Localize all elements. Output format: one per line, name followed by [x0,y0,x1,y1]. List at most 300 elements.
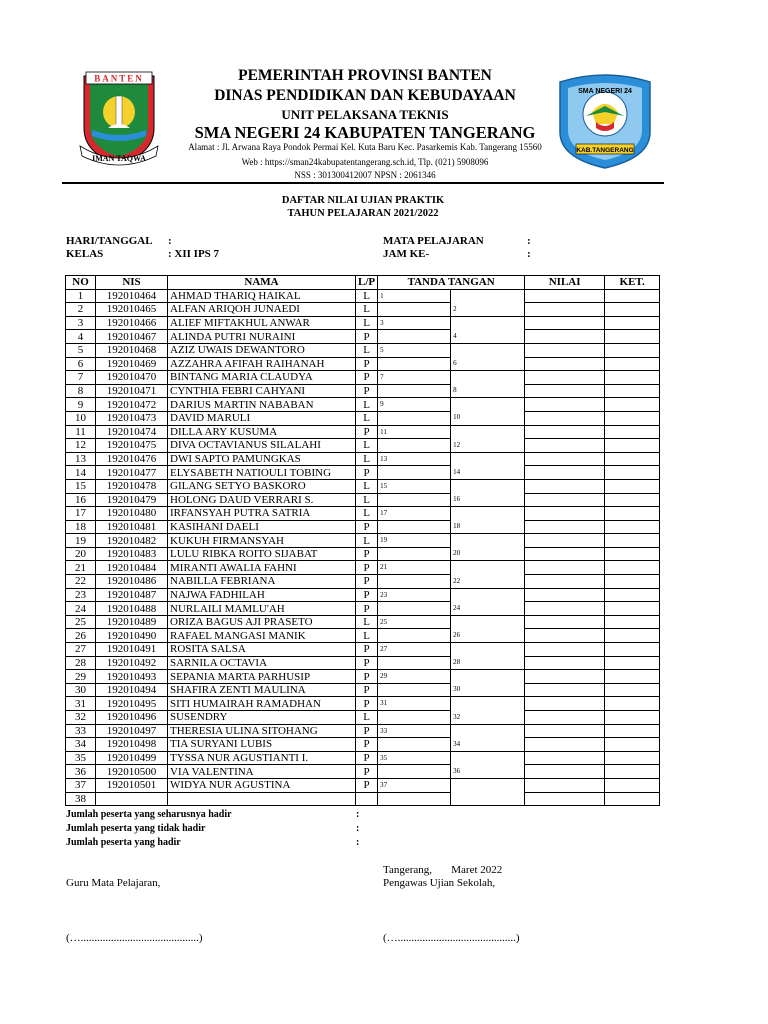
row-ket [605,751,660,765]
row-nama: NABILLA FEBRIANA [168,575,356,589]
header-unit: UNIT PELAKSANA TEKNIS [281,107,449,122]
table-row [66,751,660,765]
signature-right [451,289,525,303]
row-nis: 192010491 [96,643,168,657]
footer-supervisor-role: Pengawas Ujian Sekolah, [383,877,496,889]
row-lp: P [356,357,378,371]
mapel-value: : [527,235,531,247]
row-no: 17 [66,507,96,521]
row-nilai [525,289,605,303]
row-ket [605,452,660,466]
school-logo-banner-text: KAB.TANGERANG [576,147,634,154]
row-nama: ALINDA PUTRI NURAINI [168,330,356,344]
row-no: 25 [66,615,96,629]
row-ket [605,615,660,629]
row-lp: L [356,629,378,643]
signature-left [378,439,451,453]
row-lp: L [356,411,378,425]
row-nilai [525,602,605,616]
signature-left: 9 [378,398,451,412]
document-year: TAHUN PELAJARAN 2021/2022 [287,208,439,219]
signature-left: 7 [378,371,451,385]
row-nilai [525,643,605,657]
signature-right: 26 [451,629,525,643]
row-nis: 192010486 [96,575,168,589]
row-nis: 192010482 [96,534,168,548]
row-nilai [525,683,605,697]
row-lp: P [356,602,378,616]
row-lp: L [356,289,378,303]
table-row [66,466,660,480]
row-nilai [525,303,605,317]
row-nis: 192010490 [96,629,168,643]
row-nama: DAVID MARULI [168,411,356,425]
row-nilai [525,384,605,398]
hari-label: HARI/TANGGAL [66,235,153,247]
table-row [66,520,660,534]
row-nis: 192010493 [96,670,168,684]
row-lp: P [356,425,378,439]
row-nis: 192010492 [96,656,168,670]
signature-right: 4 [451,330,525,344]
row-lp: L [356,303,378,317]
row-nama: SITI HUMAIRAH RAMADHAN [168,697,356,711]
signature-right [451,588,525,602]
signature-left [378,411,451,425]
signature-left: 5 [378,343,451,357]
table-row [66,330,660,344]
row-ket [605,316,660,330]
row-no: 10 [66,411,96,425]
row-ket [605,439,660,453]
row-nis: 192010464 [96,289,168,303]
row-lp: L [356,439,378,453]
signature-right [451,343,525,357]
row-lp [356,792,378,806]
row-nis: 192010483 [96,547,168,561]
signature-left [378,330,451,344]
row-nis: 192010498 [96,738,168,752]
row-ket [605,398,660,412]
signature-right [451,615,525,629]
signature-left [378,303,451,317]
row-lp: P [356,575,378,589]
row-lp: P [356,670,378,684]
row-nis: 192010488 [96,602,168,616]
row-lp: P [356,520,378,534]
signature-right [451,561,525,575]
row-no: 3 [66,316,96,330]
row-nis: 192010476 [96,452,168,466]
banten-logo [70,70,168,168]
table-header-row [66,276,660,290]
row-ket [605,357,660,371]
signature-left: 3 [378,316,451,330]
row-no: 36 [66,765,96,779]
table-row [66,398,660,412]
table-row [66,697,660,711]
row-nis: 192010500 [96,765,168,779]
row-lp: P [356,738,378,752]
row-lp: P [356,466,378,480]
summary-present-label: Jumlah peserta yang hadir [66,837,181,848]
row-no: 26 [66,629,96,643]
row-nilai [525,316,605,330]
signature-right [451,507,525,521]
row-ket [605,765,660,779]
row-nama: TYSSA NUR AGUSTIANTI I. [168,751,356,765]
signature-left: 19 [378,534,451,548]
row-ket [605,507,660,521]
row-ket [605,629,660,643]
col-tanda-tangan: TANDA TANGAN [378,276,525,290]
row-nama: VIA VALENTINA [168,765,356,779]
row-no: 23 [66,588,96,602]
signature-left [378,466,451,480]
row-nilai [525,751,605,765]
footer-teacher-role: Guru Mata Pelajaran, [66,877,161,889]
row-nilai [525,792,605,806]
col-lp: L/P [356,276,378,290]
row-ket [605,493,660,507]
table-row [66,683,660,697]
signature-left [378,493,451,507]
table-row [66,507,660,521]
summary-expected-label: Jumlah peserta yang seharusnya hadir [66,809,232,820]
school-logo-ring-text: SMA NEGERI 24 [578,88,632,95]
row-nis: 192010472 [96,398,168,412]
row-nilai [525,656,605,670]
row-lp: L [356,711,378,725]
header-province: PEMERINTAH PROVINSI BANTEN [238,67,492,84]
signature-right: 32 [451,711,525,725]
table-row [66,711,660,725]
signature-right [451,724,525,738]
row-ket [605,384,660,398]
table-row [66,765,660,779]
row-no: 31 [66,697,96,711]
row-lp: L [356,615,378,629]
kelas-value: : XII IPS 7 [168,248,220,260]
table-row [66,316,660,330]
signature-left [378,602,451,616]
col-nama: NAMA [168,276,356,290]
row-nilai [525,357,605,371]
header-nss: NSS : 301300412007 NPSN : 2061346 [294,170,436,180]
table-row [66,778,660,792]
row-nilai [525,466,605,480]
row-lp: P [356,683,378,697]
row-nama: IRFANSYAH PUTRA SATRIA [168,507,356,521]
row-no: 16 [66,493,96,507]
signature-left: 29 [378,670,451,684]
row-ket [605,575,660,589]
header-divider [62,182,664,184]
row-nis: 192010481 [96,520,168,534]
row-nis: 192010474 [96,425,168,439]
row-nis: 192010467 [96,330,168,344]
row-no: 11 [66,425,96,439]
signature-right [451,697,525,711]
signature-left [378,656,451,670]
row-ket [605,561,660,575]
row-nis: 192010465 [96,303,168,317]
signature-right [451,398,525,412]
row-ket [605,411,660,425]
row-nis: 192010489 [96,615,168,629]
row-no: 35 [66,751,96,765]
row-nama: SHAFIRA ZENTI MAULINA [168,683,356,697]
table-row [66,670,660,684]
signature-right: 10 [451,411,525,425]
row-nis: 192010487 [96,588,168,602]
signature-right [451,778,525,792]
row-nama: TIA SURYANI LUBIS [168,738,356,752]
row-nilai [525,479,605,493]
signature-right: 14 [451,466,525,480]
row-nama: ORIZA BAGUS AJI PRASETO [168,615,356,629]
signature-left [378,629,451,643]
table-row [66,357,660,371]
header-address: Alamat : Jl. Arwana Raya Pondok Permai Kel. Kuta Baru Kec. Pasarkemis Kab. Tangerang 15560 [188,142,542,152]
row-no: 21 [66,561,96,575]
signature-right [451,479,525,493]
signature-right [451,452,525,466]
row-lp: P [356,778,378,792]
row-no: 5 [66,343,96,357]
signature-right: 6 [451,357,525,371]
footer-teacher-signature: (…...........................................) [66,932,203,944]
row-nama: AHMAD THARIQ HAIKAL [168,289,356,303]
row-nilai [525,615,605,629]
row-no: 14 [66,466,96,480]
row-nama: SEPANIA MARTA PARHUSIP [168,670,356,684]
signature-left [378,683,451,697]
row-nilai [525,778,605,792]
table-row [66,384,660,398]
row-nilai [525,724,605,738]
signature-left: 23 [378,588,451,602]
table-row [66,547,660,561]
row-ket [605,670,660,684]
row-nis: 192010480 [96,507,168,521]
row-lp: P [356,384,378,398]
signature-left: 13 [378,452,451,466]
row-no: 19 [66,534,96,548]
table-row [66,411,660,425]
row-nama: ALFAN ARIQOH JUNAEDI [168,303,356,317]
row-nilai [525,547,605,561]
table-row [66,371,660,385]
row-nama: DIVA OCTAVIANUS SILALAHI [168,439,356,453]
row-ket [605,520,660,534]
jam-label: JAM KE- [383,248,430,260]
row-nis: 192010484 [96,561,168,575]
signature-left [378,711,451,725]
row-ket [605,697,660,711]
table-row [66,303,660,317]
table-row [66,343,660,357]
row-ket [605,711,660,725]
row-ket [605,425,660,439]
table-row [66,534,660,548]
signature-right: 28 [451,656,525,670]
row-nilai [525,575,605,589]
row-nilai [525,493,605,507]
row-ket [605,343,660,357]
row-nama: BINTANG MARIA CLAUDYA [168,371,356,385]
row-nama: KUKUH FIRMANSYAH [168,534,356,548]
row-no: 27 [66,643,96,657]
row-nis: 192010478 [96,479,168,493]
row-nis: 192010466 [96,316,168,330]
row-lp: P [356,561,378,575]
row-lp: P [356,656,378,670]
signature-left [378,384,451,398]
row-no: 32 [66,711,96,725]
footer-place-date: Tangerang, Maret 2022 [383,864,503,876]
row-no: 9 [66,398,96,412]
row-lp: P [356,697,378,711]
row-nilai [525,398,605,412]
signature-right: 8 [451,384,525,398]
table-row [66,452,660,466]
row-nama: ROSITA SALSA [168,643,356,657]
row-nis: 192010479 [96,493,168,507]
table-row [66,792,660,806]
row-ket [605,656,660,670]
table-row [66,724,660,738]
signature-left [378,520,451,534]
row-lp: P [356,371,378,385]
signature-right [451,371,525,385]
row-ket [605,534,660,548]
row-lp: L [356,493,378,507]
header-school-name: SMA NEGERI 24 KABUPATEN TANGERANG [194,123,536,142]
row-ket [605,724,660,738]
signature-left: 27 [378,643,451,657]
row-nis: 192010470 [96,371,168,385]
row-ket [605,466,660,480]
col-nis: NIS [96,276,168,290]
row-no: 20 [66,547,96,561]
table-row [66,602,660,616]
signature-right: 16 [451,493,525,507]
row-nama: CYNTHIA FEBRI CAHYANI [168,384,356,398]
header-web: Web : https://sman24kabupatentangerang.sch.id, Tlp. (021) 5908096 [241,157,489,167]
row-no: 2 [66,303,96,317]
table-row [66,561,660,575]
row-ket [605,303,660,317]
row-ket [605,602,660,616]
header-department: DINAS PENDIDIKAN DAN KEBUDAYAAN [214,87,516,104]
row-nilai [525,330,605,344]
row-lp: L [356,507,378,521]
row-nama: DILLA ARY KUSUMA [168,425,356,439]
row-ket [605,547,660,561]
row-ket [605,778,660,792]
row-nama: NURLAILI MAMLU'AH [168,602,356,616]
col-nilai: NILAI [525,276,605,290]
row-no: 24 [66,602,96,616]
row-nilai [525,588,605,602]
row-no: 1 [66,289,96,303]
row-ket [605,792,660,806]
signature-left: 15 [378,479,451,493]
row-no: 8 [66,384,96,398]
row-nama: GILANG SETYO BASKORO [168,479,356,493]
kelas-label: KELAS [66,248,104,260]
signature-left [378,765,451,779]
row-nama: SUSENDRY [168,711,356,725]
row-nama: MIRANTI AWALIA FAHNI [168,561,356,575]
row-nis: 192010496 [96,711,168,725]
signature-right [451,316,525,330]
row-no: 13 [66,452,96,466]
row-nis: 192010495 [96,697,168,711]
signature-left: 17 [378,507,451,521]
table-row [66,439,660,453]
row-nama [168,792,356,806]
row-lp: L [356,534,378,548]
row-nis: 192010477 [96,466,168,480]
row-nama: ALIEF MIFTAKHUL ANWAR [168,316,356,330]
table-row [66,738,660,752]
row-lp: L [356,316,378,330]
row-lp: P [356,724,378,738]
col-no: NO [66,276,96,290]
table-row [66,629,660,643]
row-nama: AZZAHRA AFIFAH RAIHANAH [168,357,356,371]
signature-left: 35 [378,751,451,765]
signature-right: 30 [451,683,525,697]
col-ket: KET. [605,276,660,290]
row-nilai [525,452,605,466]
row-nama: AZIZ UWAIS DEWANTORO [168,343,356,357]
row-nis: 192010473 [96,411,168,425]
signature-right [451,425,525,439]
row-nis: 192010499 [96,751,168,765]
row-no: 4 [66,330,96,344]
row-nama: NAJWA FADHILAH [168,588,356,602]
signature-right: 2 [451,303,525,317]
signature-right: 24 [451,602,525,616]
row-nilai [525,561,605,575]
row-no: 34 [66,738,96,752]
table-row [66,588,660,602]
signature-left: 31 [378,697,451,711]
row-lp: P [356,588,378,602]
footer-supervisor-signature: (…...........................................) [383,932,520,944]
signature-left: 25 [378,615,451,629]
banten-logo-top-text: BANTEN [94,73,144,84]
row-nilai [525,738,605,752]
row-nilai [525,343,605,357]
row-no: 37 [66,778,96,792]
row-nama: SARNILA OCTAVIA [168,656,356,670]
row-lp: P [356,643,378,657]
signature-right: 12 [451,439,525,453]
row-no: 12 [66,439,96,453]
row-nama: LULU RIBKA ROITO SIJABAT [168,547,356,561]
row-ket [605,371,660,385]
row-ket [605,479,660,493]
row-ket [605,643,660,657]
signature-right [451,643,525,657]
summary-present-colon: : [356,837,360,848]
row-nilai [525,711,605,725]
row-nilai [525,670,605,684]
